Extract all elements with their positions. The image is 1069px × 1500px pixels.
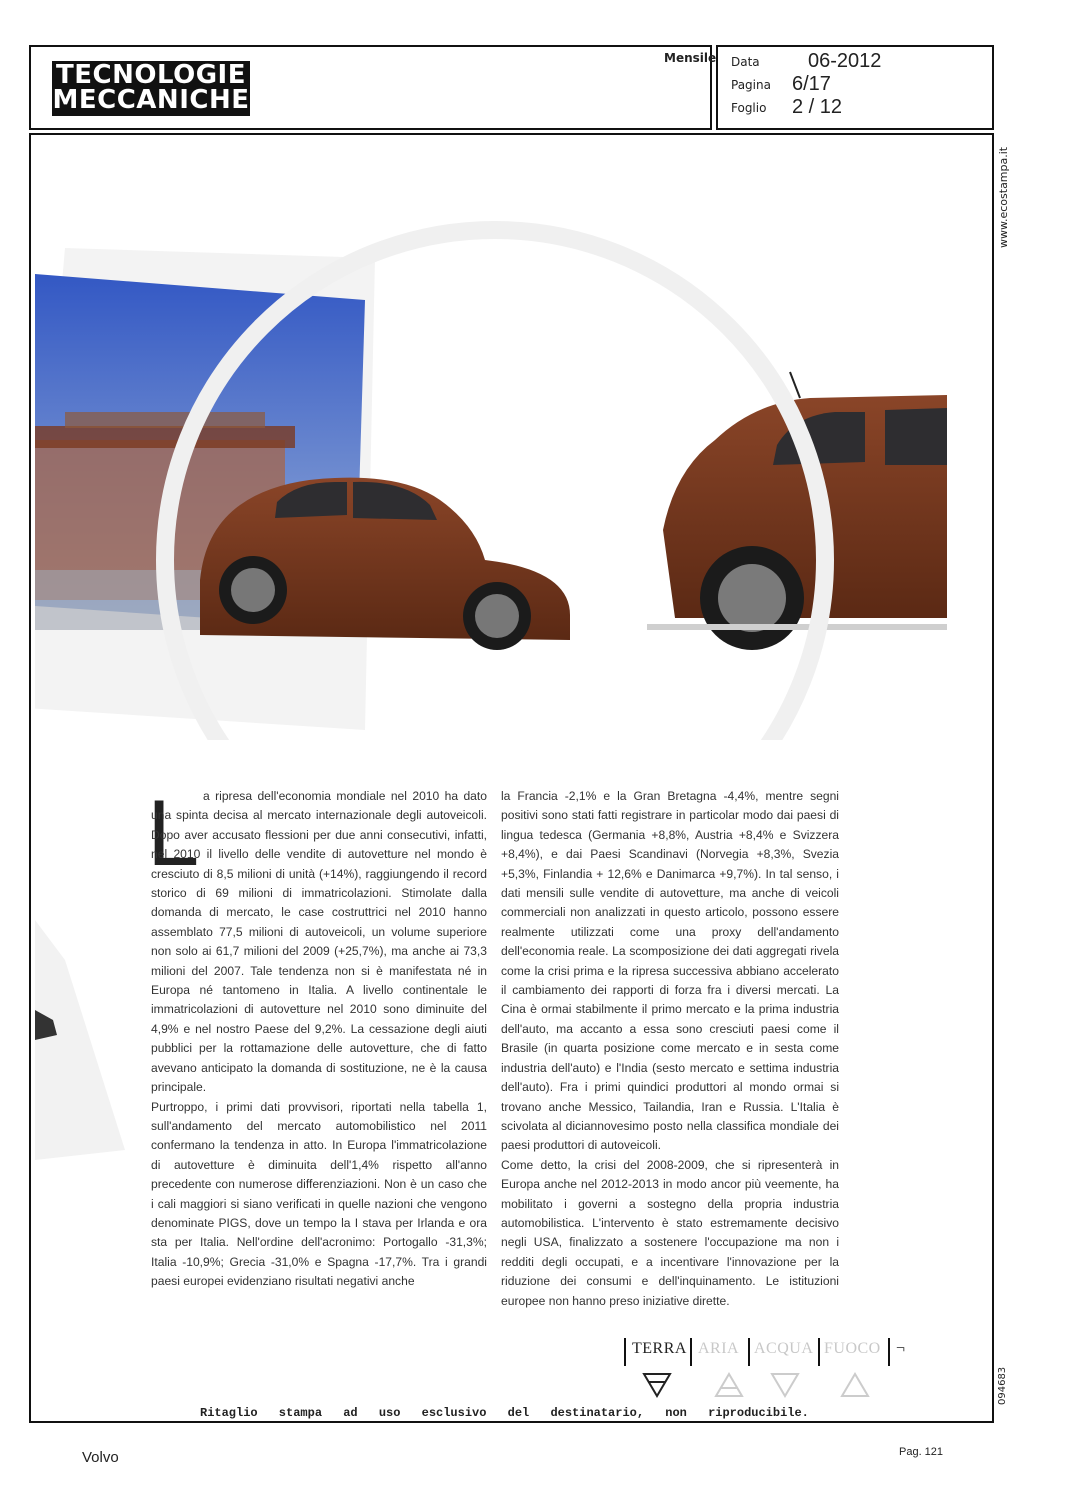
car-illustration — [35, 140, 947, 740]
elements-nav — [622, 1338, 922, 1400]
aria-symbol-icon — [716, 1374, 742, 1396]
client-label: Volvo — [82, 1449, 119, 1466]
article-paragraph-3: la Francia -2,1% e la Gran Bretagna -4,4%, mentre segni positivi sono stati fatti registrare in particolar modo dai paesi di lingua tedesca (Germania +8,8%, Austria +8,4% e Svizzera +8,4%), e dai Paesi Scandinavi (Norvegia +8,3%, Svezia +5,3%, Finlandia + 12,6% e Danimarca +9,7%). In tal senso, i dati mensili sulle vendite di autovetture, ma anche di veicoli commerciali non analizzati in questo articolo, possono essere realmente utilizzati come una proxy dell'andamento dell'economia reale. La scomposizione dei dati aggregati rivela come la crisi prima e la ripresa successiva abbiano accelerato il cambiamento dei rapporti di forza fra i diversi mercati. La Cina è ormai stabilmente il primo mercato e la prima industria dell'auto, ma accanto a essa sono cresciuti paesi come il Brasile (in quarta posizione come mercato e in sesta come industria dell'auto) e l'India (sesto mercato e settima industria dell'auto). Fra i primi quindici produttori al mondo ormai si trovano anche Messico, Tailandia, Iran e Russia. L'Italia è scivolata al diciannovesimo posto nella classifica mondiale dei paesi produttori di autoveicoli. — [501, 789, 839, 1153]
sheet-value: 2 / 12 — [792, 96, 843, 118]
page-value: 6/17 — [792, 73, 831, 95]
nav-end-mark: ¬ — [896, 1340, 906, 1357]
fuoco-symbol-icon — [842, 1374, 868, 1396]
article-paragraph-1: a ripresa dell'economia mondiale nel 2010 ha dato una spinta decisa al mercato internazionale degli autoveicoli. Dopo aver accusato flessioni per due anni consecutivi, infatti, nel 2010 il livello delle vendite di autovetture nel mondo è cresciuto di 8,5 milioni di unità (+14%), raggiungendo il record storico di 69 milioni di immatricolazioni. Stimolate dalla domanda di mercato, le case costruttrici nel 2010 hanno assemblato 77,5 milioni di autoveicoli, un volume superiore non solo ai 61,7 milioni del 2009 (+25,7%), ma anche ai 73,3 milioni del 2007. Tale tendenza non si è manifestata né in Europa né tantomeno in Italia. A livello continentale le immatricolazioni di autovetture nel 2010 sono diminuite del 4,9% e nel nostro Paese del 9,2%. La cessazione degli aiuti pubblici per la rottamazione delle autovetture, che di fatto avevano anticipato la domanda di sostituzione, ne è la causa principale. — [151, 789, 487, 1095]
article-paragraph-4: Come detto, la crisi del 2008-2009, che si ripresenterà in Europa anche nel 2012-2013 in modo ancor più veemente, ha mobilitato i governi a sostegno della propria industria automobilistica. L'intervento è stato estremamente decisivo negli USA, finalizzato a sostenere l'occupazione ma non i redditi degli occupati, e a incentivare l'innovazione per la riduzione dei consumi e dell'inquinamento. Le istituzioni europee non hanno preso iniziative dirette. — [501, 1157, 839, 1308]
sheet-label: Foglio — [731, 101, 767, 115]
element-symbols — [642, 1372, 902, 1398]
acqua-symbol-icon — [772, 1374, 798, 1396]
nav-divider — [748, 1338, 750, 1366]
partial-photo-corner — [35, 920, 125, 1160]
masthead-line-1: TECNOLOGIE — [56, 60, 246, 90]
nav-divider — [624, 1338, 626, 1366]
article-photo — [35, 140, 947, 740]
masthead-line-2: MECCANICHE — [52, 85, 250, 115]
nav-divider — [818, 1338, 820, 1366]
article-column-right — [501, 787, 839, 1311]
terra-symbol-icon — [644, 1374, 670, 1396]
article-dropcap: L — [147, 780, 200, 885]
article-paragraph-2: Purtroppo, i primi dati provvisori, riportati nella tabella 1, sull'andamento del mercato automobilistico nel 2011 confermano la tendenza in atto. In Europa l'immatricolazione di autovetture è diminuita dell'1,4% rispetto all'anno precedente con numerose differenziazioni. Non è un caso che i cali maggiori si siano verificati in quelle nazioni che vengono denominate PIGS, dove un tempo la I stava per Irlanda e ora sta per Italia. Nell'ordine dell'acronimo: Portogallo -31,3%; Italia -10,9%; Grecia -31,0% e Spagna -17,7%. Tra i grandi paesi europei evidenziano risultati negativi anche — [151, 1099, 487, 1289]
nav-item-terra[interactable]: TERRA — [632, 1340, 687, 1357]
nav-item-aria[interactable]: ARIA — [698, 1340, 740, 1357]
frequency-label: Mensile — [664, 51, 717, 65]
source-url: www.ecostampa.it — [997, 146, 1010, 248]
car-left — [200, 478, 570, 650]
page-number: Pag. 121 — [899, 1446, 944, 1458]
article-column-left — [151, 787, 487, 1292]
nav-item-fuoco[interactable]: FUOCO — [824, 1340, 881, 1357]
page-label: Pagina — [731, 78, 771, 92]
date-label: Data — [731, 55, 760, 69]
nav-divider — [888, 1338, 890, 1366]
date-value: 06-2012 — [808, 50, 882, 72]
nav-divider — [690, 1338, 692, 1366]
nav-item-acqua[interactable]: ACQUA — [754, 1340, 814, 1357]
clipping-notice: Ritaglio stampa ad uso esclusivo del destinatario, non riproducibile. — [200, 1406, 809, 1420]
masthead-logo — [52, 61, 250, 116]
clipping-code: 094683 — [997, 1366, 1008, 1405]
